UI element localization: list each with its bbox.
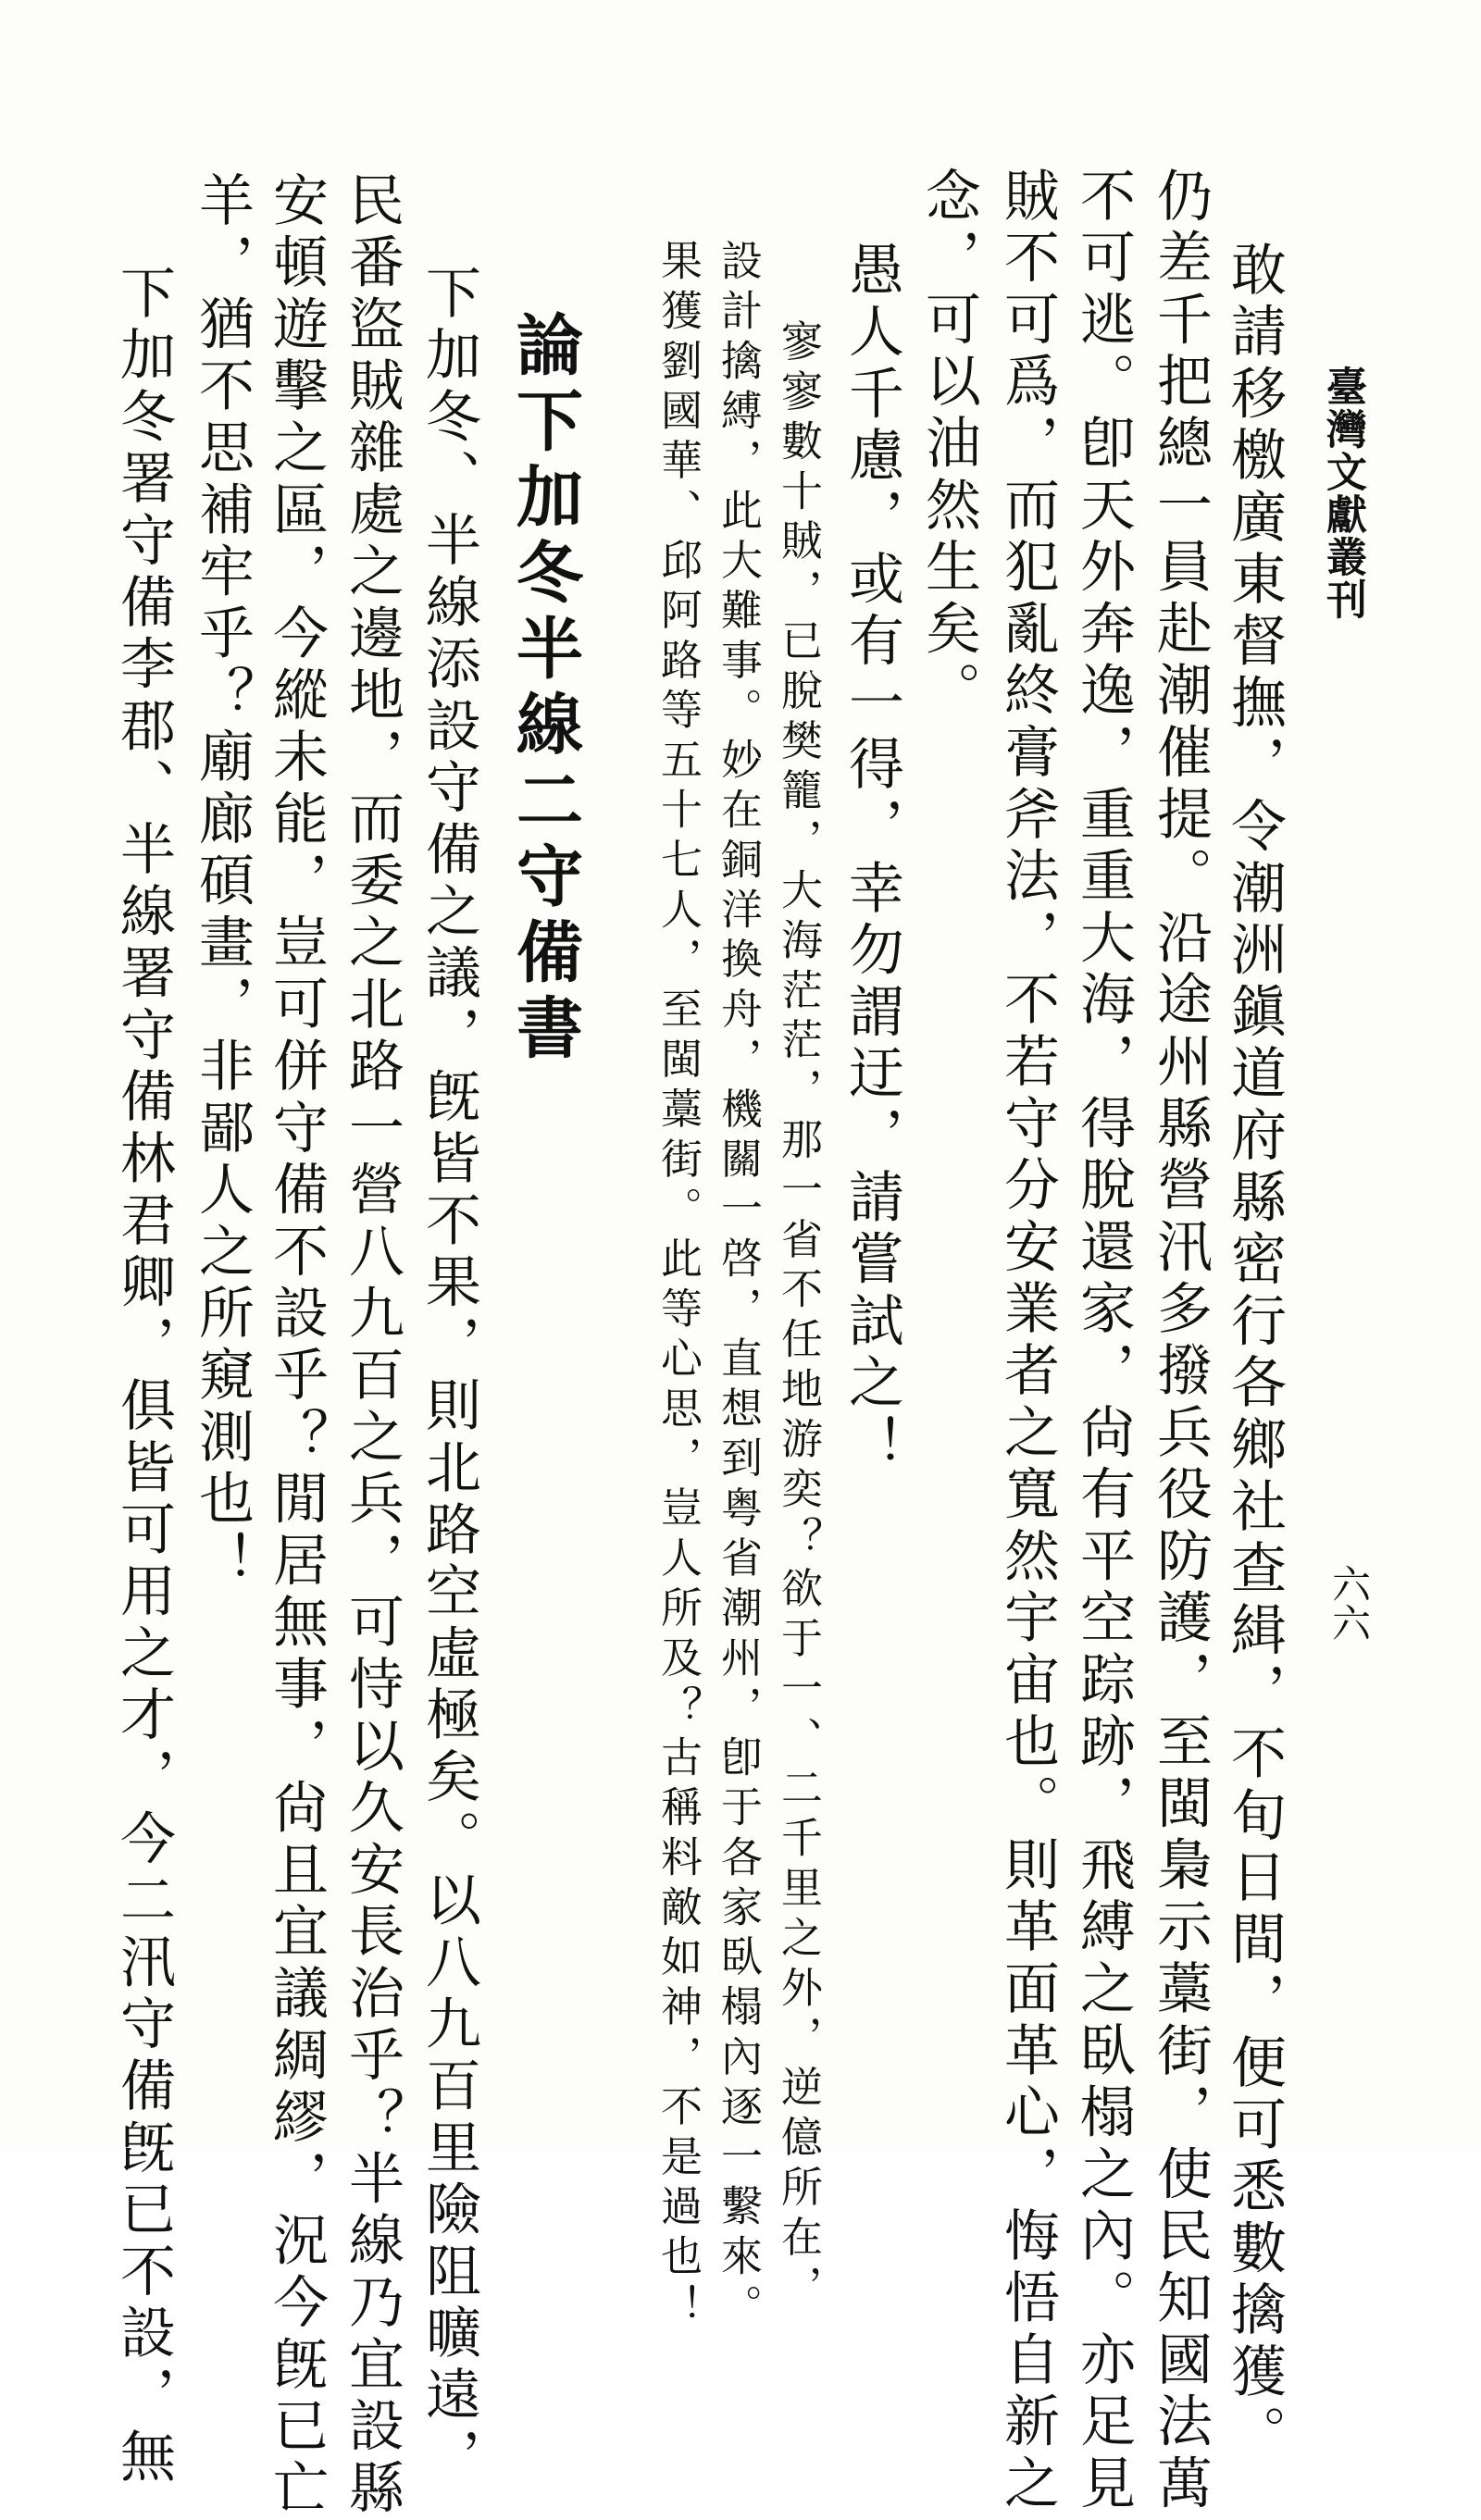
commentary-column: 寥寥數十賊，已脫樊籠，大海茫茫，那一省不任地游奕？欲于一、二千里之外，逆億所在，	[774, 319, 823, 2315]
commentary-column: 設計擒縛，此大難事。妙在銅洋換舟，機關一啓，直想到粤省潮州，卽于各家臥榻內逐一繫來。	[714, 239, 763, 2334]
running-head-title: 臺灣文獻叢刊	[1319, 366, 1366, 621]
text-column: 民番盜賊雜處之邊地，而委之北路一營八九百之兵，可恃以久安長治乎？半線乃宜設縣	[340, 171, 404, 2520]
text-column: 賊不可爲，而犯亂終膏斧法，不若守分安業者之寬然宇宙也。則革面革心，悔悟自新之	[995, 167, 1060, 2516]
text-column: 下加冬署守備李郡、半線署守備林君卿，俱皆可用之才，今二汛守備旣已不設，無	[111, 264, 176, 2489]
text-column: 不可逃。卽天外奔逸，重重大海，得脫還家，尙有平空踪跡，飛縛之臥榻之內。亦足見	[1071, 167, 1136, 2516]
text-column: 念，可以油然生矣。	[916, 167, 981, 724]
text-column: 安頓遊擊之區，今縱未能，豈可併守備不設乎？閒居無事，尙且宜議綢繆，況今旣已亡	[264, 171, 329, 2520]
page-number: 六六	[1326, 1564, 1372, 1642]
section-title: 論下加冬半線二守備書	[505, 310, 584, 1069]
text-column: 下加冬、半線添設守備之議，旣皆不果，則北路空虛極矣。以八九百里險阻曠遠，	[417, 264, 481, 2489]
commentary-column: 果獲劉國華、邱阿路等五十七人，至閩藁街。此等心思，豈人所及？古稱料敵如神，不是過也！	[653, 239, 703, 2334]
text-column: 敢請移檄廣東督撫，令潮洲鎭道府縣密行各鄉社查緝，不旬日間，便可悉數擒獲。	[1222, 241, 1287, 2466]
text-column: 羊，猶不思補牢乎？廟廊碩畫，非鄙人之所窺測也！	[190, 171, 255, 1594]
text-column: 仍差千把總一員赴潮催提。沿途州縣營汛多撥兵役防護，至閩梟示藁街，使民知國法萬	[1148, 167, 1213, 2516]
text-column: 愚人千慮，或有一得，幸勿謂迂，請嘗試之！	[840, 241, 904, 1477]
